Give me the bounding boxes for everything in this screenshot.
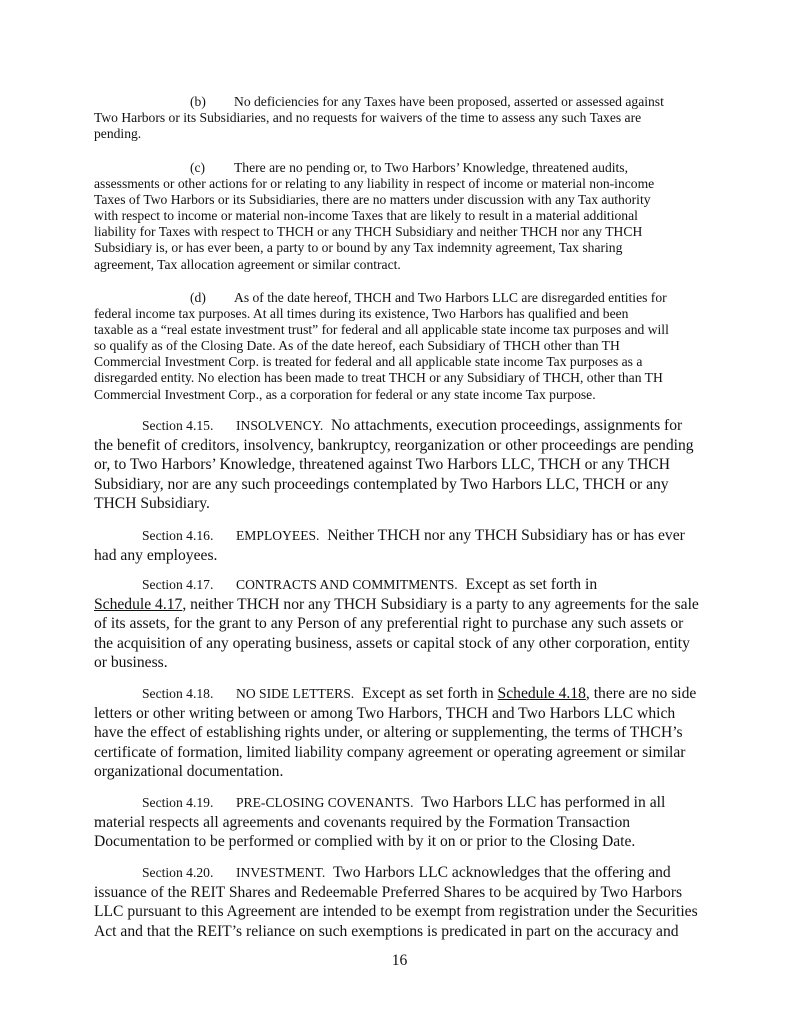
paragraph-line: Taxes of Two Harbors or its Subsidiaries, there are no matters under discussion with any Tax authority: [94, 192, 651, 208]
page-number: 16: [391, 952, 408, 969]
section-text: , neither THCH nor any THCH Subsidiary is a party to any agreements for the sale: [182, 595, 699, 613]
paragraph-line: agreement, Tax allocation agreement or similar contract.: [94, 256, 401, 272]
section-text: Neither THCH nor any THCH Subsidiary has or has ever: [327, 527, 685, 544]
section-line: had any employees.: [94, 546, 218, 564]
section-first-line: [94, 863, 714, 883]
paragraph-text: No deficiencies for any Taxes have been proposed, asserted or assessed against: [234, 94, 664, 109]
paragraph-line: liability for Taxes with respect to THCH or any THCH Subsidiary and neither THCH nor any THCH: [94, 224, 643, 240]
section-line: of its assets, for the grant to any Person of any preferential right to purchase any such assets or: [94, 615, 684, 633]
paragraph-line: with respect to income or material non-income Taxes that are likely to result in a material additional: [94, 208, 638, 224]
section-line: organizational documentation.: [94, 763, 284, 781]
paragraph-line: taxable as a “real estate investment trust” for federal and all applicable state income tax purposes and will: [94, 322, 669, 338]
section-4-18: [94, 684, 714, 782]
section-text: Except as set forth in: [465, 576, 598, 593]
paragraph-line: federal income tax purposes. At all times during its existence, Two Harbors has qualified and been: [94, 306, 629, 322]
section-line: the benefit of creditors, insolvency, bankruptcy, reorganization or other proceedings are pending: [94, 436, 694, 454]
section-heading: CONTRACTS AND COMMITMENTS.: [236, 577, 458, 592]
paragraph-text: As of the date hereof, THCH and Two Harbors LLC are disregarded entities for: [234, 290, 667, 305]
section-text: Except as set forth in: [361, 685, 494, 702]
paragraph-line: assessments or other actions for or relating to any liability in respect of income or material non-income: [94, 176, 655, 192]
section-heading: NO SIDE LETTERS.: [236, 686, 355, 701]
paragraph-line: [94, 160, 714, 176]
section-number: Section 4.19.: [142, 795, 214, 810]
paragraph-c: [94, 160, 714, 273]
paragraph-b: [94, 94, 714, 142]
section-line: LLC pursuant to this Agreement are intended to be exempt from registration under the Securities: [94, 903, 698, 921]
section-number: Section 4.17.: [142, 577, 214, 592]
section-line: the acquisition of any operating business, assets or capital stock of any other corporation, entity: [94, 634, 690, 652]
section-number: Section 4.15.: [142, 418, 214, 433]
section-4-17: [94, 575, 714, 673]
section-number: Section 4.16.: [142, 528, 214, 543]
paragraph-text: There are no pending or, to Two Harbors’ Knowledge, threatened audits,: [234, 160, 628, 175]
paragraph-line: disregarded entity. No election has been made to treat THCH or any Subsidiary of THCH, other than TH: [94, 370, 663, 386]
paragraph-label: (b): [190, 94, 206, 109]
section-text: Two Harbors LLC acknowledges that the offering and: [333, 864, 671, 881]
section-4-20: [94, 863, 714, 941]
section-4-19: [94, 793, 714, 852]
section-heading: INVESTMENT.: [236, 865, 326, 880]
section-line: Subsidiary, nor are any such proceedings contemplated by Two Harbors LLC, THCH or any: [94, 475, 669, 493]
section-line: material respects all agreements and covenants required by the Formation Transaction: [94, 813, 631, 831]
section-line: or business.: [94, 654, 168, 672]
section-heading: PRE-CLOSING COVENANTS.: [236, 795, 414, 810]
paragraph-line: pending.: [94, 126, 142, 142]
section-4-15: [94, 416, 714, 514]
section-first-line: [94, 793, 714, 813]
section-first-line: [94, 575, 714, 595]
schedule-4-17-link[interactable]: Schedule 4.17: [94, 595, 183, 613]
paragraph-line: so qualify as of the Closing Date. As of the date hereof, each Subsidiary of THCH other than TH: [94, 338, 620, 354]
section-line: or, to Two Harbors’ Knowledge, threatened against Two Harbors LLC, THCH or any THCH: [94, 456, 671, 474]
paragraph-label: (c): [190, 160, 206, 175]
section-number: Section 4.18.: [142, 686, 214, 701]
paragraph-line: Two Harbors or its Subsidiaries, and no requests for waivers of the time to assess any such Taxes are: [94, 110, 642, 126]
section-line: letters or other writing between or among Two Harbors, THCH and Two Harbors LLC which: [94, 704, 676, 722]
section-line: issuance of the REIT Shares and Redeemable Preferred Shares to be acquired by Two Harbors: [94, 883, 683, 901]
paragraph-line: Subsidiary is, or has ever been, a party to or bound by any Tax indemnity agreement, Tax sharing: [94, 240, 623, 256]
section-first-line: [94, 684, 714, 704]
section-line: have the effect of establishing rights under, or altering or supplementing, the terms of THCH’s: [94, 724, 683, 742]
paragraph-line: [94, 290, 714, 306]
section-first-line: [94, 416, 714, 436]
section-text: No attachments, execution proceedings, assignments for: [331, 417, 683, 434]
section-4-16: [94, 526, 714, 565]
section-first-line: [94, 526, 714, 546]
section-heading: EMPLOYEES.: [236, 528, 320, 543]
section-line: [94, 595, 714, 615]
paragraph-line: [94, 94, 714, 110]
section-line: Act and that the REIT’s reliance on such exemptions is predicated in part on the accuracy and: [94, 922, 679, 940]
section-text: , there are no side: [585, 685, 697, 702]
section-number: Section 4.20.: [142, 865, 214, 880]
paragraph-d: [94, 290, 714, 403]
paragraph-line: Commercial Investment Corp., as a corporation for federal or any state income Tax purpose.: [94, 386, 596, 402]
schedule-4-18-link[interactable]: Schedule 4.18: [497, 685, 586, 702]
section-heading: INSOLVENCY.: [236, 418, 324, 433]
section-line: certificate of formation, limited liability company agreement or operating agreement or similar: [94, 743, 686, 761]
section-text: Two Harbors LLC has performed in all: [421, 794, 666, 811]
paragraph-line: Commercial Investment Corp. is treated for federal and all applicable state income Tax purposes as a: [94, 354, 643, 370]
paragraph-label: (d): [190, 290, 206, 305]
section-line: THCH Subsidiary.: [94, 495, 210, 513]
section-line: Documentation to be performed or complied with by it on or prior to the Closing Date.: [94, 833, 636, 851]
